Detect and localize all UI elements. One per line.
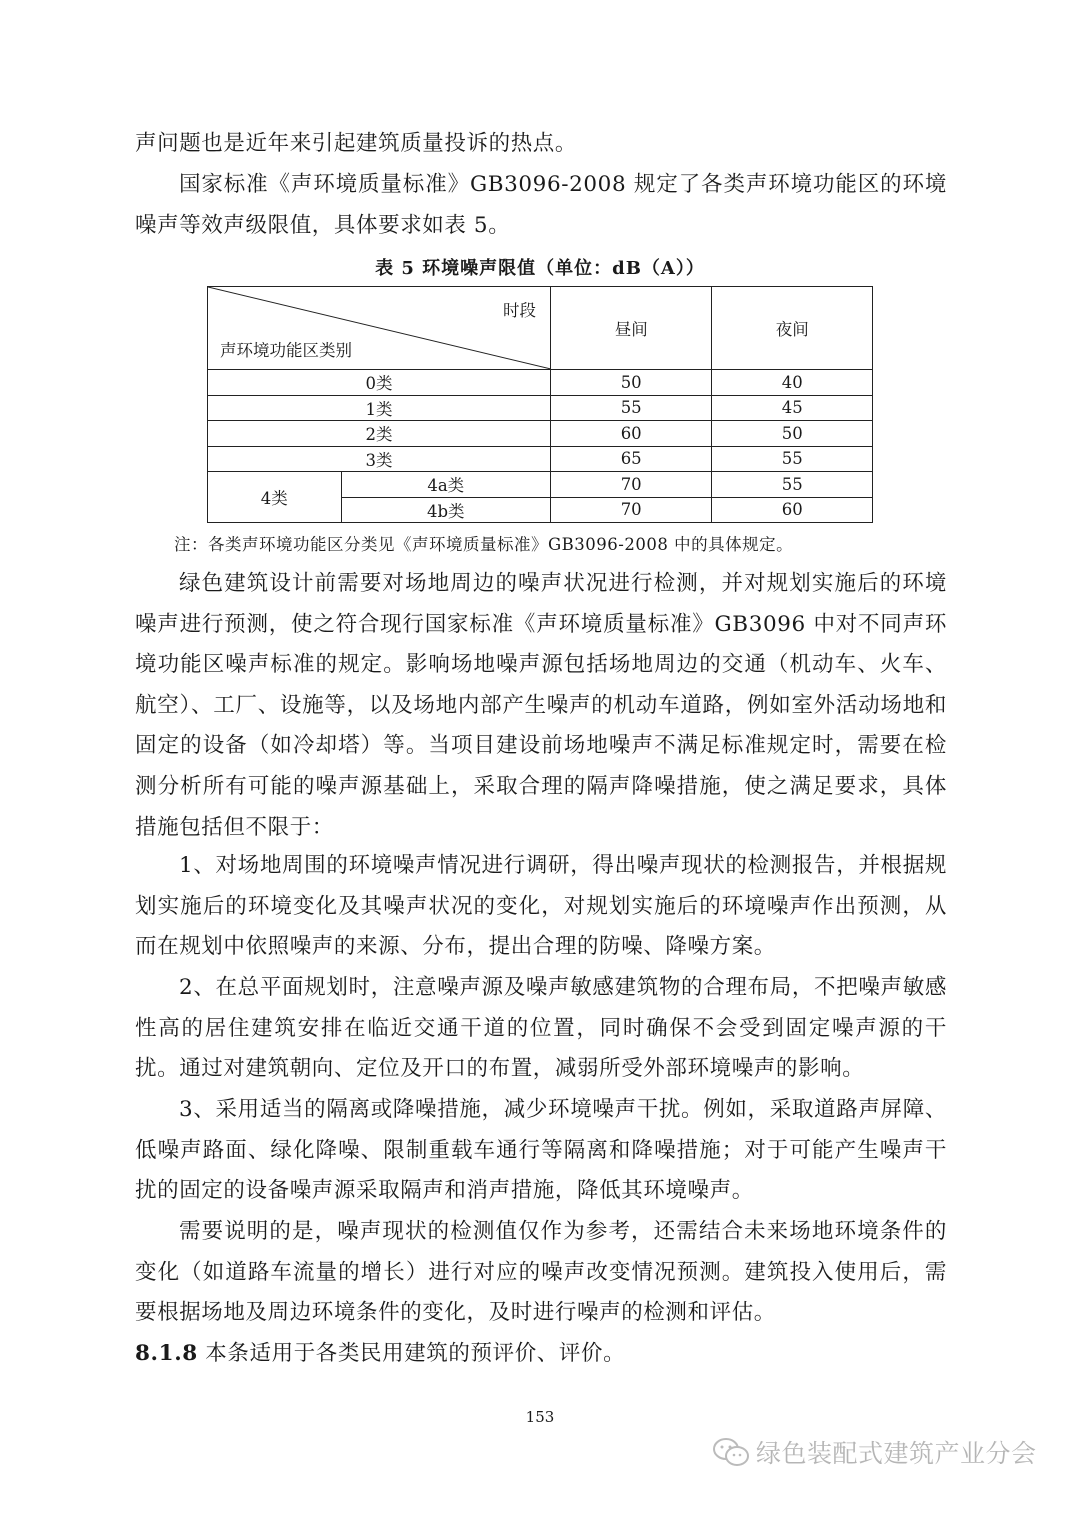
paragraph-8 <box>135 1334 947 1375</box>
header-period-label: 时段 <box>502 301 536 320</box>
paragraph-5: 2、在总平面规划时，注意噪声源及噪声敏感建筑物的合理布局，不把噪声敏感性高的居住建筑安排在临近交通干道的位置，同时确保不会受到固定噪声源的干扰。通过对建筑朝向、定位及开口的布置，减弱所受外部环境噪声的影响。 <box>135 975 947 1082</box>
group-category: 4类 <box>208 472 342 523</box>
clause-number: 8.1.8 <box>135 1341 198 1366</box>
table-note: 注：各类声环境功能区分类见《声环境质量标准》GB3096-2008 中的具体规定。 <box>174 535 794 554</box>
row-category: 3类 <box>208 446 551 472</box>
row-day-value: 50 <box>550 370 712 396</box>
watermark-text: 绿色装配式建筑产业分会 <box>756 1439 1037 1468</box>
paragraph-1: 声问题也是近年来引起建筑质量投诉的热点。 <box>135 131 578 156</box>
row-night-value: 60 <box>712 497 873 523</box>
row-category: 2类 <box>208 421 551 447</box>
row-day-value: 70 <box>550 497 712 523</box>
page-number: 153 <box>525 1408 555 1426</box>
row-category: 0类 <box>208 370 551 396</box>
clause-text: 本条适用于各类民用建筑的预评价、评价。 <box>197 1341 626 1366</box>
table-row <box>208 421 873 447</box>
row-day-value: 65 <box>550 446 712 472</box>
noise-limit-table <box>207 286 873 523</box>
row-night-value: 50 <box>712 421 873 447</box>
row-night-value: 40 <box>712 370 873 396</box>
row-day-value: 60 <box>550 421 712 447</box>
paragraph-6: 3、采用适当的隔离或降噪措施，减少环境噪声干扰。例如，采取道路声屏障、低噪声路面、绿化降噪、限制重载车通行等隔离和降噪措施；对于可能产生噪声干扰的固定的设备噪声源采取隔声和消声措施，降低其环境噪声。 <box>135 1097 947 1204</box>
header-category-label: 声环境功能区类别 <box>220 341 352 360</box>
table-row <box>208 472 873 498</box>
row-day-value: 55 <box>550 395 712 421</box>
table-caption: 表 5 环境噪声限值（单位：dB（A）） <box>375 258 705 279</box>
table-header-diagonal-cell <box>208 287 551 370</box>
sub-category: 4a类 <box>341 472 550 498</box>
row-night-value: 45 <box>712 395 873 421</box>
table-row <box>208 446 873 472</box>
paragraph-4: 1、对场地周围的环境噪声情况进行调研，得出噪声现状的检测报告，并根据规划实施后的环境变化及其噪声状况的变化，对规划实施后的环境噪声作出预测，从而在规划中依照噪声的来源、分布，提出合理的防噪、降噪方案。 <box>135 853 947 960</box>
header-day: 昼间 <box>550 287 712 370</box>
watermark <box>712 1432 1037 1472</box>
header-night: 夜间 <box>712 287 873 370</box>
table-row <box>208 370 873 396</box>
row-category: 1类 <box>208 395 551 421</box>
table-row <box>208 395 873 421</box>
sub-category: 4b类 <box>341 497 550 523</box>
row-night-value: 55 <box>712 472 873 498</box>
row-day-value: 70 <box>550 472 712 498</box>
paragraph-7: 需要说明的是，噪声现状的检测值仅作为参考，还需结合未来场地环境条件的变化（如道路车流量的增长）进行对应的噪声改变情况预测。建筑投入使用后，需要根据场地及周边环境条件的变化，及时进行噪声的检测和评估。 <box>135 1219 947 1326</box>
paragraph-2: 国家标准《声环境质量标准》GB3096-2008 规定了各类声环境功能区的环境噪声等效声级限值，具体要求如表 5。 <box>135 172 947 238</box>
row-night-value: 55 <box>712 446 873 472</box>
paragraph-3: 绿色建筑设计前需要对场地周边的噪声状况进行检测，并对规划实施后的环境噪声进行预测，使之符合现行国家标准《声环境质量标准》GB3096 中对不同声环境功能区噪声标准的规定。影响场地噪声源包括场地周边的交通（机动车、火车、航空）、工厂、设施等，以及场地内部产生噪声的机动车道路，例如室外活动场地和固定的设备（如冷却塔）等。当项目建设前场地噪声不满足标准规定时，需要在检测分析所有可能的噪声源基础上，采取合理的隔声降噪措施，使之满足要求，具体措施包括但不限于： <box>135 571 947 840</box>
wechat-icon <box>712 1436 750 1468</box>
